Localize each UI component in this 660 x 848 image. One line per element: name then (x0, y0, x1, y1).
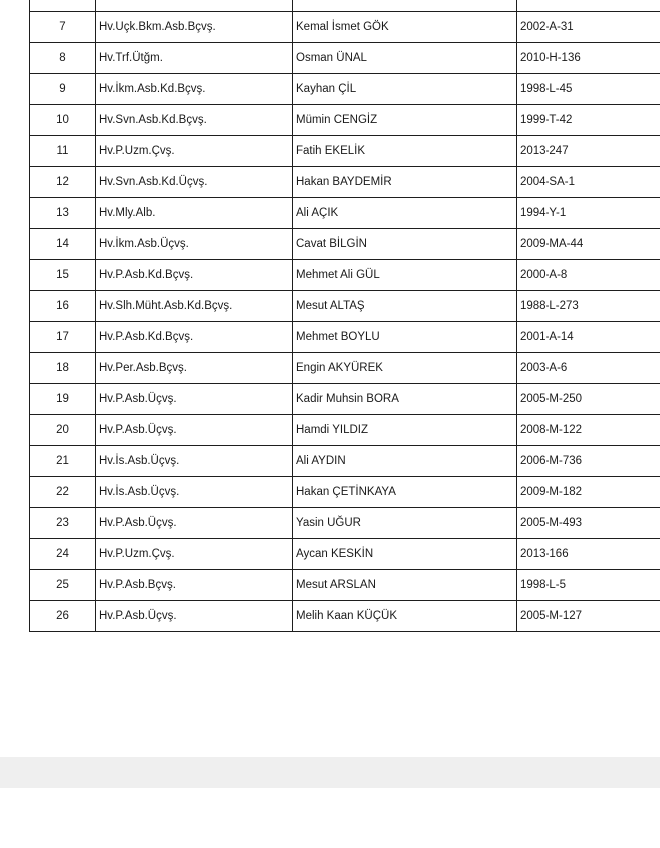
rank-cell: Hv.İs.Asb.Üçvş. (96, 477, 293, 508)
name-cell: Kayhan ÇİL (293, 74, 517, 105)
name-cell: Hamdi YILDIZ (293, 415, 517, 446)
name-cell: Mümin CENGİZ (293, 105, 517, 136)
registry-number-cell: 2001-A-14 (517, 322, 660, 353)
row-number-cell: 24 (30, 539, 96, 570)
name-cell: Aycan KESKİN (293, 539, 517, 570)
name-cell: Engin AKYÜREK (293, 353, 517, 384)
table-row (30, 198, 660, 229)
rank-cell: Hv.P.Uzm.Çvş. (96, 136, 293, 167)
registry-number-cell: 2003-A-6 (517, 353, 660, 384)
row-number-cell: 14 (30, 229, 96, 260)
row-number-cell: 23 (30, 508, 96, 539)
table-row (30, 12, 660, 43)
row-number-cell: 12 (30, 167, 96, 198)
table-row (30, 136, 660, 167)
name-cell: Mesut ALTAŞ (293, 291, 517, 322)
registry-number-cell: 1999-T-42 (517, 105, 660, 136)
row-number-cell: 26 (30, 601, 96, 632)
name-cell: Hakan ÇETİNKAYA (293, 477, 517, 508)
rank-cell: Hv.Svn.Asb.Kd.Üçvş. (96, 167, 293, 198)
rank-cell: Hv.Per.Asb.Bçvş. (96, 353, 293, 384)
rank-cell: Hv.P.Asb.Kd.Bçvş. (96, 260, 293, 291)
name-cell: Mesut ARSLAN (293, 570, 517, 601)
table-row (30, 353, 660, 384)
registry-number-cell: 2008-M-122 (517, 415, 660, 446)
row-number-cell: 7 (30, 12, 96, 43)
table-row (30, 105, 660, 136)
name-cell: Cavat BİLGİN (293, 229, 517, 260)
row-number-cell: 8 (30, 43, 96, 74)
table-row (30, 43, 660, 74)
table-row (30, 322, 660, 353)
rank-cell: Hv.Mly.Alb. (96, 198, 293, 229)
table-row (30, 539, 660, 570)
registry-number-cell: 2009-M-182 (517, 477, 660, 508)
rank-cell: Hv.Uçk.Bkm.Asb.Bçvş. (96, 12, 293, 43)
rank-cell: Hv.P.Asb.Üçvş. (96, 601, 293, 632)
table-row (30, 570, 660, 601)
table-row (30, 601, 660, 632)
row-number-cell: 11 (30, 136, 96, 167)
table-row (30, 477, 660, 508)
row-number-cell: 13 (30, 198, 96, 229)
name-cell: Yasin UĞUR (293, 508, 517, 539)
registry-number-cell: 2006-M-736 (517, 446, 660, 477)
row-number-cell: 25 (30, 570, 96, 601)
viewer-footer-bar (0, 757, 660, 788)
rank-cell: Hv.Slh.Müht.Asb.Kd.Bçvş. (96, 291, 293, 322)
rank-cell: Hv.İkm.Asb.Kd.Bçvş. (96, 74, 293, 105)
row-number-cell: 16 (30, 291, 96, 322)
name-cell: Kemal İsmet GÖK (293, 12, 517, 43)
name-cell: Kadir Muhsin BORA (293, 384, 517, 415)
table-row (30, 74, 660, 105)
rank-cell: Hv.Trf.Ütğm. (96, 43, 293, 74)
rank-cell: Hv.P.Uzm.Çvş. (96, 539, 293, 570)
rank-cell: Hv.P.Asb.Üçvş. (96, 384, 293, 415)
table-row (30, 229, 660, 260)
table-row (30, 260, 660, 291)
table-row (30, 291, 660, 322)
table-row (30, 415, 660, 446)
table-row (30, 508, 660, 539)
row-number-cell: 22 (30, 477, 96, 508)
row-number-cell: 20 (30, 415, 96, 446)
registry-number-cell: 1988-L-273 (517, 291, 660, 322)
rank-cell: Hv.P.Asb.Üçvş. (96, 508, 293, 539)
personnel-table-body (30, 0, 660, 632)
table-row (30, 167, 660, 198)
name-cell: Hakan BAYDEMİR (293, 167, 517, 198)
registry-number-cell: 2010-H-136 (517, 43, 660, 74)
name-cell: Fatih EKELİK (293, 136, 517, 167)
row-number-cell: 21 (30, 446, 96, 477)
rank-cell: Hv.Svn.Asb.Kd.Bçvş. (96, 105, 293, 136)
registry-number-cell: 2002-A-31 (517, 12, 660, 43)
registry-number-cell: 2005-M-250 (517, 384, 660, 415)
table-row (30, 384, 660, 415)
row-number-cell: 19 (30, 384, 96, 415)
row-number-cell: 10 (30, 105, 96, 136)
row-number-cell: 18 (30, 353, 96, 384)
table-row (30, 446, 660, 477)
rank-cell: Hv.P.Asb.Kd.Bçvş. (96, 322, 293, 353)
rank-cell: Hv.İs.Asb.Üçvş. (96, 446, 293, 477)
registry-number-cell: 2009-MA-44 (517, 229, 660, 260)
registry-number-cell: 1994-Y-1 (517, 198, 660, 229)
name-cell: Ali AYDIN (293, 446, 517, 477)
rank-cell: Hv.P.Asb.Bçvş. (96, 570, 293, 601)
row-number-cell: 9 (30, 74, 96, 105)
name-cell: Osman ÜNAL (293, 43, 517, 74)
registry-number-cell: 1998-L-45 (517, 74, 660, 105)
personnel-table (29, 0, 660, 632)
registry-number-cell: 2013-247 (517, 136, 660, 167)
registry-number-cell: 2013-166 (517, 539, 660, 570)
registry-number-cell: 2005-M-493 (517, 508, 660, 539)
rank-cell: Hv.İkm.Asb.Üçvş. (96, 229, 293, 260)
registry-number-cell: 2000-A-8 (517, 260, 660, 291)
rank-cell: Hv.P.Asb.Üçvş. (96, 415, 293, 446)
row-number-cell: 17 (30, 322, 96, 353)
registry-number-cell: 2004-SA-1 (517, 167, 660, 198)
name-cell: Ali AÇIK (293, 198, 517, 229)
table-row-partial (30, 0, 660, 12)
name-cell: Mehmet BOYLU (293, 322, 517, 353)
registry-number-cell: 1998-L-5 (517, 570, 660, 601)
row-number-cell: 15 (30, 260, 96, 291)
name-cell: Mehmet Ali GÜL (293, 260, 517, 291)
registry-number-cell: 2005-M-127 (517, 601, 660, 632)
name-cell: Melih Kaan KÜÇÜK (293, 601, 517, 632)
